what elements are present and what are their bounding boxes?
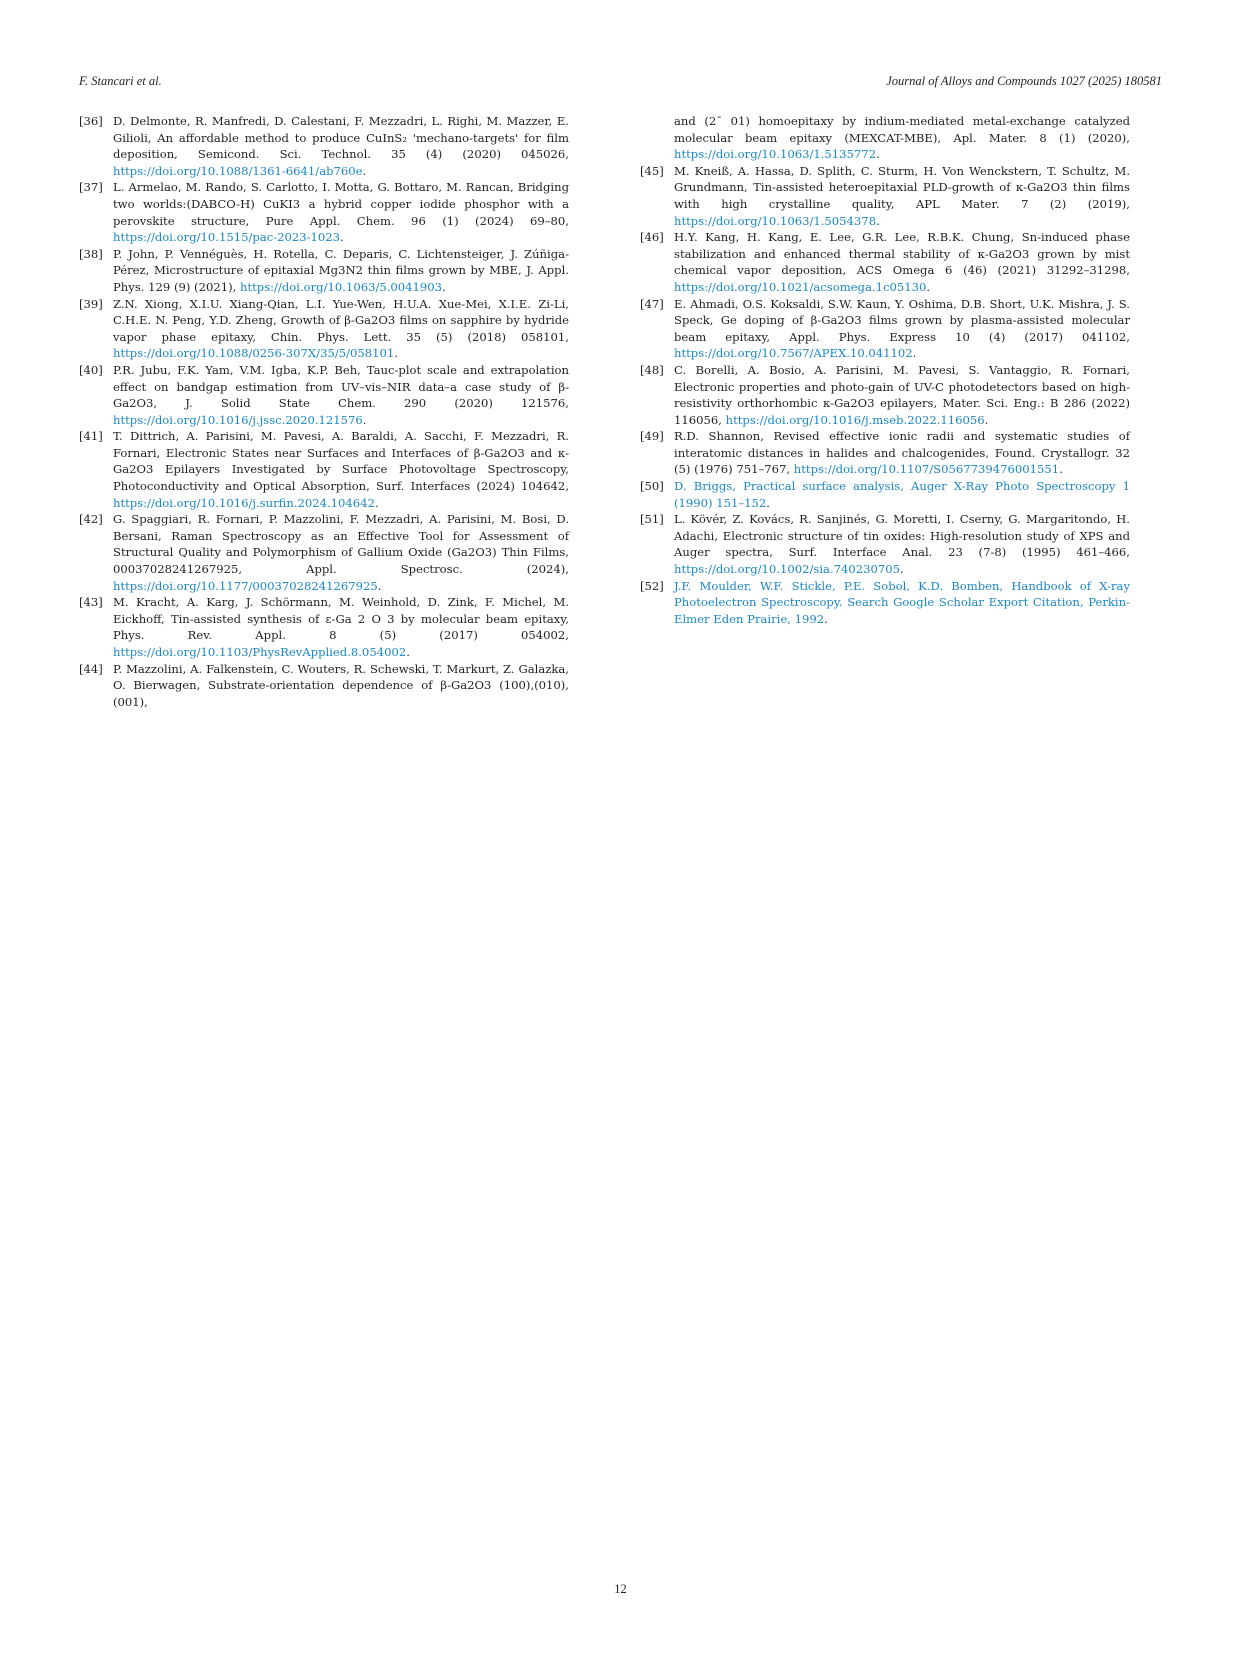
reference-text: R.D. Shannon, Revised effective ionic radii and systematic studies of interatomic distances in halides and chalcogenides, Found. Crystallogr. 32 (5) (1976) 751–767, xyxy=(674,429,1130,477)
reference-number: [51] xyxy=(640,512,664,527)
doi-link[interactable]: https://doi.org/10.1088/0256-307X/35/5/058101 xyxy=(113,346,395,361)
header-journal: Journal of Alloys and Compounds 1027 (2025) 180581 xyxy=(886,74,1162,88)
doi-link[interactable]: https://doi.org/10.1063/1.5135772 xyxy=(674,147,877,162)
reference-text: L. Kövér, Z. Kovács, R. Sanjinés, G. Moretti, I. Cserny, G. Margaritondo, H. Adachi, Electronic structure of tin oxides: High-resolution study of XPS and Auger spectra, Surf. Interface Anal. 23 (7-8) (1995) 461–466, xyxy=(674,512,1130,560)
doi-link[interactable]: https://doi.org/10.1177/00037028241267925 xyxy=(113,578,378,593)
reference-text: P.R. Jubu, F.K. Yam, V.M. Igba, K.P. Beh, Tauc-plot scale and extrapolation effect on bandgap estimation from UV–vis–NIR data–a case study of β-Ga2O3, J. Solid State Chem. 290 (2020) 121576, xyxy=(113,362,569,411)
reference-text: C. Borelli, A. Bosio, A. Parisini, M. Pavesi, S. Vantaggio, R. Fornari, Electronic properties and photo-gain of UV-C photodetectors based on high-resistivity orthorhombic κ-Ga2O3 epilayers, Mater. Sci. Eng.: B 286 (2022) 116056, xyxy=(674,362,1130,427)
reference-number: [44] xyxy=(79,661,103,676)
reference-item: [47] E. Ahmadi, O.S. Koksaldi, S.W. Kaun, Y. Oshima, D.B. Short, U.K. Mishra, J. S. Speck, Ge doping of β-Ga2O3 films grown by plasma-assisted molecular beam epitaxy, Appl. Phys. Express 10 (4) (2017) 041102, https://doi.org/10.7567/APEX.10.041102. xyxy=(640,296,1130,361)
reference-item: [50] D. Briggs, Practical surface analysis, Auger X-Ray Photo Spectroscopy 1 (1990) 151–152. xyxy=(640,479,1130,510)
reference-text: H.Y. Kang, H. Kang, E. Lee, G.R. Lee, R.B.K. Chung, Sn-induced phase stabilization and enhanced thermal stability of κ-Ga2O3 grown by mist chemical vapor deposition, ACS Omega 6 (46) (2021) 31292–31298, xyxy=(674,230,1130,278)
reference-text: P. Mazzolini, A. Falkenstein, C. Wouters, R. Schewski, T. Markurt, Z. Galazka, O. Bierwagen, Substrate-orientation dependence of β-Ga2O3 (100),(010),(001), xyxy=(113,661,569,709)
reference-item: [52] J.F. Moulder, W.F. Stickle, P.E. Sobol, K.D. Bomben, Handbook of X-ray Photoelectron Spectroscopy. Search Google Scholar Export Citation, Perkin-Elmer Eden Prairie, 1992. xyxy=(640,578,1130,626)
reference-number: [46] xyxy=(640,230,664,245)
reference-item: [42] G. Spaggiari, R. Fornari, P. Mazzolini, F. Mezzadri, A. Parisini, M. Bosi, D. Bersani, Raman Spectroscopy as an Effective Tool for Assessment of Structural Quality and Polymorphism of Gallium Oxide (Ga2O3) Thin Films, 00037028241267925, Appl. Spectrosc. (2024), https://doi.org/10.1177/00037028241267925. xyxy=(79,512,569,593)
reference-text: P. John, P. Vennéguès, H. Rotella, C. Deparis, C. Lichtensteiger, J. Zúñiga-Pérez, Microstructure of epitaxial Mg3N2 thin films grown by MBE, J. Appl. Phys. 129 (9) (2021), xyxy=(113,246,569,294)
reference-continuation: and (2¯ 01) homoepitaxy by indium-mediated metal-exchange catalyzed molecular beam epitaxy (MEXCAT-MBE), Apl. Mater. 8 (1) (2020), https://doi.org/10.1063/1.5135772. xyxy=(674,114,1130,162)
doi-link[interactable]: https://doi.org/10.1107/S0567739476001551 xyxy=(793,462,1060,477)
reference-number: [42] xyxy=(79,512,103,527)
reference-item: [39] Z.N. Xiong, X.I.U. Xiang-Qian, L.I. Yue-Wen, H.U.A. Xue-Mei, X.I.E. Zi-Li, C.H.E. N. Peng, Y.D. Zheng, Growth of β-Ga2O3 films on sapphire by hydride vapor phase epitaxy, Chin. Phys. Lett. 35 (5) (2018) 058101, https://doi.org/10.1088/0256-307X/35/5/058101. xyxy=(79,296,569,361)
reference-text: and (2¯ 01) homoepitaxy by indium-mediated metal-exchange catalyzed molecular beam epitaxy (MEXCAT-MBE), Apl. Mater. 8 (1) (2020), xyxy=(674,114,1130,145)
reference-link[interactable]: D. Briggs, Practical surface analysis, Auger X-Ray Photo Spectroscopy 1 (1990) 151–152 xyxy=(674,479,1130,510)
reference-number: [41] xyxy=(79,429,103,444)
references-left-column xyxy=(79,113,569,710)
reference-item: [51] L. Kövér, Z. Kovács, R. Sanjinés, G. Moretti, I. Cserny, G. Margaritondo, H. Adachi, Electronic structure of tin oxides: High-resolution study of XPS and Auger spectra, Surf. Interface Anal. 23 (7-8) (1995) 461–466, https://doi.org/10.1002/sia.740230705. xyxy=(640,512,1130,577)
reference-item: [48] C. Borelli, A. Bosio, A. Parisini, M. Pavesi, S. Vantaggio, R. Fornari, Electronic properties and photo-gain of UV-C photodetectors based on high-resistivity orthorhombic κ-Ga2O3 epilayers, Mater. Sci. Eng.: B 286 (2022) 116056, https://doi.org/10.1016/j.mseb.2022.116056. xyxy=(640,362,1130,427)
reference-link[interactable]: J.F. Moulder, W.F. Stickle, P.E. Sobol, K.D. Bomben, Handbook of X-ray Photoelectron Spectroscopy. Search Google Scholar Export Citation, Perkin-Elmer Eden Prairie, 1992 xyxy=(674,578,1130,626)
reference-item: [45] M. Kneiß, A. Hassa, D. Splith, C. Sturm, H. Von Wenckstern, T. Schultz, M. Grundmann, Tin-assisted heteroepitaxial PLD-growth of κ-Ga2O3 thin films with high crystalline quality, APL Mater. 7 (2) (2019), https://doi.org/10.1063/1.5054378. xyxy=(640,163,1130,228)
reference-item: [40] P.R. Jubu, F.K. Yam, V.M. Igba, K.P. Beh, Tauc-plot scale and extrapolation effect on bandgap estimation from UV–vis–NIR data–a case study of β-Ga2O3, J. Solid State Chem. 290 (2020) 121576, https://doi.org/10.1016/j.jssc.2020.121576. xyxy=(79,362,569,427)
reference-number: [40] xyxy=(79,362,103,377)
doi-link[interactable]: https://doi.org/10.7567/APEX.10.041102 xyxy=(674,346,913,361)
header-authors: F. Stancari et al. xyxy=(79,74,162,88)
reference-item: [37] L. Armelao, M. Rando, S. Carlotto, I. Motta, G. Bottaro, M. Rancan, Bridging two worlds:(DABCO-H) CuKI3 a hybrid copper iodide phosphor with a perovskite structure, Pure Appl. Chem. 96 (1) (2024) 69–80, https://doi.org/10.1515/pac-2023-1023. xyxy=(79,180,569,245)
reference-text: M. Kracht, A. Karg, J. Schörmann, M. Weinhold, D. Zink, F. Michel, M. Eickhoff, Tin-assisted synthesis of ε-Ga 2 O 3 by molecular beam epitaxy, Phys. Rev. Appl. 8 (5) (2017) 054002, xyxy=(113,595,569,643)
reference-text: G. Spaggiari, R. Fornari, P. Mazzolini, F. Mezzadri, A. Parisini, M. Bosi, D. Bersani, Raman Spectroscopy as an Effective Tool for Assessment of Structural Quality and Polymorphism of Gallium Oxide (Ga2O3) Thin Films, 00037028241267925, Appl. Spectrosc. (2024), xyxy=(113,512,569,577)
reference-number: [47] xyxy=(640,296,664,311)
running-header xyxy=(79,74,1162,92)
reference-number: [52] xyxy=(640,578,664,593)
doi-link[interactable]: https://doi.org/10.1016/j.jssc.2020.121576 xyxy=(113,412,363,427)
reference-text: Z.N. Xiong, X.I.U. Xiang-Qian, L.I. Yue-Wen, H.U.A. Xue-Mei, X.I.E. Zi-Li, C.H.E. N. Peng, Y.D. Zheng, Growth of β-Ga2O3 films on sapphire by hydride vapor phase epitaxy, Chin. Phys. Lett. 35 (5) (2018) 058101, xyxy=(113,296,569,344)
reference-number: [50] xyxy=(640,479,664,494)
doi-link[interactable]: https://doi.org/10.1021/acsomega.1c05130 xyxy=(674,279,927,294)
reference-number: [37] xyxy=(79,180,103,195)
reference-text: L. Armelao, M. Rando, S. Carlotto, I. Motta, G. Bottaro, M. Rancan, Bridging two worlds:(DABCO-H) CuKI3 a hybrid copper iodide phosphor with a perovskite structure, Pure Appl. Chem. 96 (1) (2024) 69–80, xyxy=(113,180,569,228)
reference-number: [36] xyxy=(79,114,103,128)
reference-item: [43] M. Kracht, A. Karg, J. Schörmann, M. Weinhold, D. Zink, F. Michel, M. Eickhoff, Tin-assisted synthesis of ε-Ga 2 O 3 by molecular beam epitaxy, Phys. Rev. Appl. 8 (5) (2017) 054002, https://doi.org/10.1103/PhysRevApplied.8.054002. xyxy=(79,595,569,659)
reference-item: [36] D. Delmonte, R. Manfredi, D. Calestani, F. Mezzadri, L. Righi, M. Mazzer, E. Gilioli, An affordable method to produce CuInS₂ 'mechano-targets' for film deposition, Semicond. Sci. Technol. 35 (4) (2020) 045026, https://doi.org/10.1088/1361-6641/ab760e. xyxy=(79,114,569,178)
reference-number: [48] xyxy=(640,362,664,377)
reference-number: [39] xyxy=(79,296,103,311)
doi-link[interactable]: https://doi.org/10.1016/j.surfin.2024.104642 xyxy=(113,495,375,510)
reference-number: [45] xyxy=(640,163,664,178)
doi-link[interactable]: https://doi.org/10.1103/PhysRevApplied.8.054002 xyxy=(113,645,407,659)
doi-link[interactable]: https://doi.org/10.1063/1.5054378 xyxy=(674,213,877,228)
reference-number: [43] xyxy=(79,595,103,610)
reference-item xyxy=(79,661,569,711)
doi-link[interactable]: https://doi.org/10.1002/sia.740230705 xyxy=(674,562,901,577)
reference-text: M. Kneiß, A. Hassa, D. Splith, C. Sturm, H. Von Wenckstern, T. Schultz, M. Grundmann, Tin-assisted heteroepitaxial PLD-growth of κ-Ga2O3 thin films with high crystalline quality, APL Mater. 7 (2) (2019), xyxy=(674,163,1130,211)
doi-link[interactable]: https://doi.org/10.1016/j.mseb.2022.116056 xyxy=(725,412,985,427)
reference-item: [41] T. Dittrich, A. Parisini, M. Pavesi, A. Baraldi, A. Sacchi, F. Mezzadri, R. Fornari, Electronic States near Surfaces and Interfaces of β-Ga2O3 and κ-Ga2O3 Epilayers Investigated by Surface Photovoltage Spectroscopy, Photoconductivity and Optical Absorption, Surf. Interfaces (2024) 104642, https://doi.org/10.1016/j.surfin.2024.104642. xyxy=(79,429,569,510)
references-right-column xyxy=(640,113,1130,627)
doi-link[interactable]: https://doi.org/10.1088/1361-6641/ab760e xyxy=(113,163,363,178)
doi-link[interactable]: https://doi.org/10.1063/5.0041903 xyxy=(239,279,443,294)
reference-item: [49] R.D. Shannon, Revised effective ionic radii and systematic studies of interatomic distances in halides and chalcogenides, Found. Crystallogr. 32 (5) (1976) 751–767, https://doi.org/10.1107/S0567739476001551. xyxy=(640,429,1130,477)
reference-item: [38] P. John, P. Vennéguès, H. Rotella, C. Deparis, C. Lichtensteiger, J. Zúñiga-Pérez, Microstructure of epitaxial Mg3N2 thin films grown by MBE, J. Appl. Phys. 129 (9) (2021), https://doi.org/10.1063/5.0041903. xyxy=(79,246,569,294)
doi-link[interactable]: https://doi.org/10.1515/pac-2023-1023 xyxy=(113,230,341,245)
reference-text: E. Ahmadi, O.S. Koksaldi, S.W. Kaun, Y. Oshima, D.B. Short, U.K. Mishra, J. S. Speck, Ge doping of β-Ga2O3 films grown by plasma-assisted molecular beam epitaxy, Appl. Phys. Express 10 (4) (2017) 041102, xyxy=(674,296,1130,344)
reference-text: T. Dittrich, A. Parisini, M. Pavesi, A. Baraldi, A. Sacchi, F. Mezzadri, R. Fornari, Electronic States near Surfaces and Interfaces of β-Ga2O3 and κ-Ga2O3 Epilayers Investigated by Surface Photovoltage Spectroscopy, Photoconductivity and Optical Absorption, Surf. Interfaces (2024) 104642, xyxy=(113,429,569,494)
reference-number: [38] xyxy=(79,246,103,261)
page-number: 12 xyxy=(614,1582,627,1596)
reference-text: D. Delmonte, R. Manfredi, D. Calestani, F. Mezzadri, L. Righi, M. Mazzer, E. Gilioli, An affordable method to produce CuInS₂ 'mechano-targets' for film deposition, Semicond. Sci. Technol. 35 (4) (2020) 045026, xyxy=(113,114,569,162)
reference-item: [46] H.Y. Kang, H. Kang, E. Lee, G.R. Lee, R.B.K. Chung, Sn-induced phase stabilization and enhanced thermal stability of κ-Ga2O3 grown by mist chemical vapor deposition, ACS Omega 6 (46) (2021) 31292–31298, https://doi.org/10.1021/acsomega.1c05130. xyxy=(640,230,1130,294)
reference-number: [49] xyxy=(640,429,664,444)
